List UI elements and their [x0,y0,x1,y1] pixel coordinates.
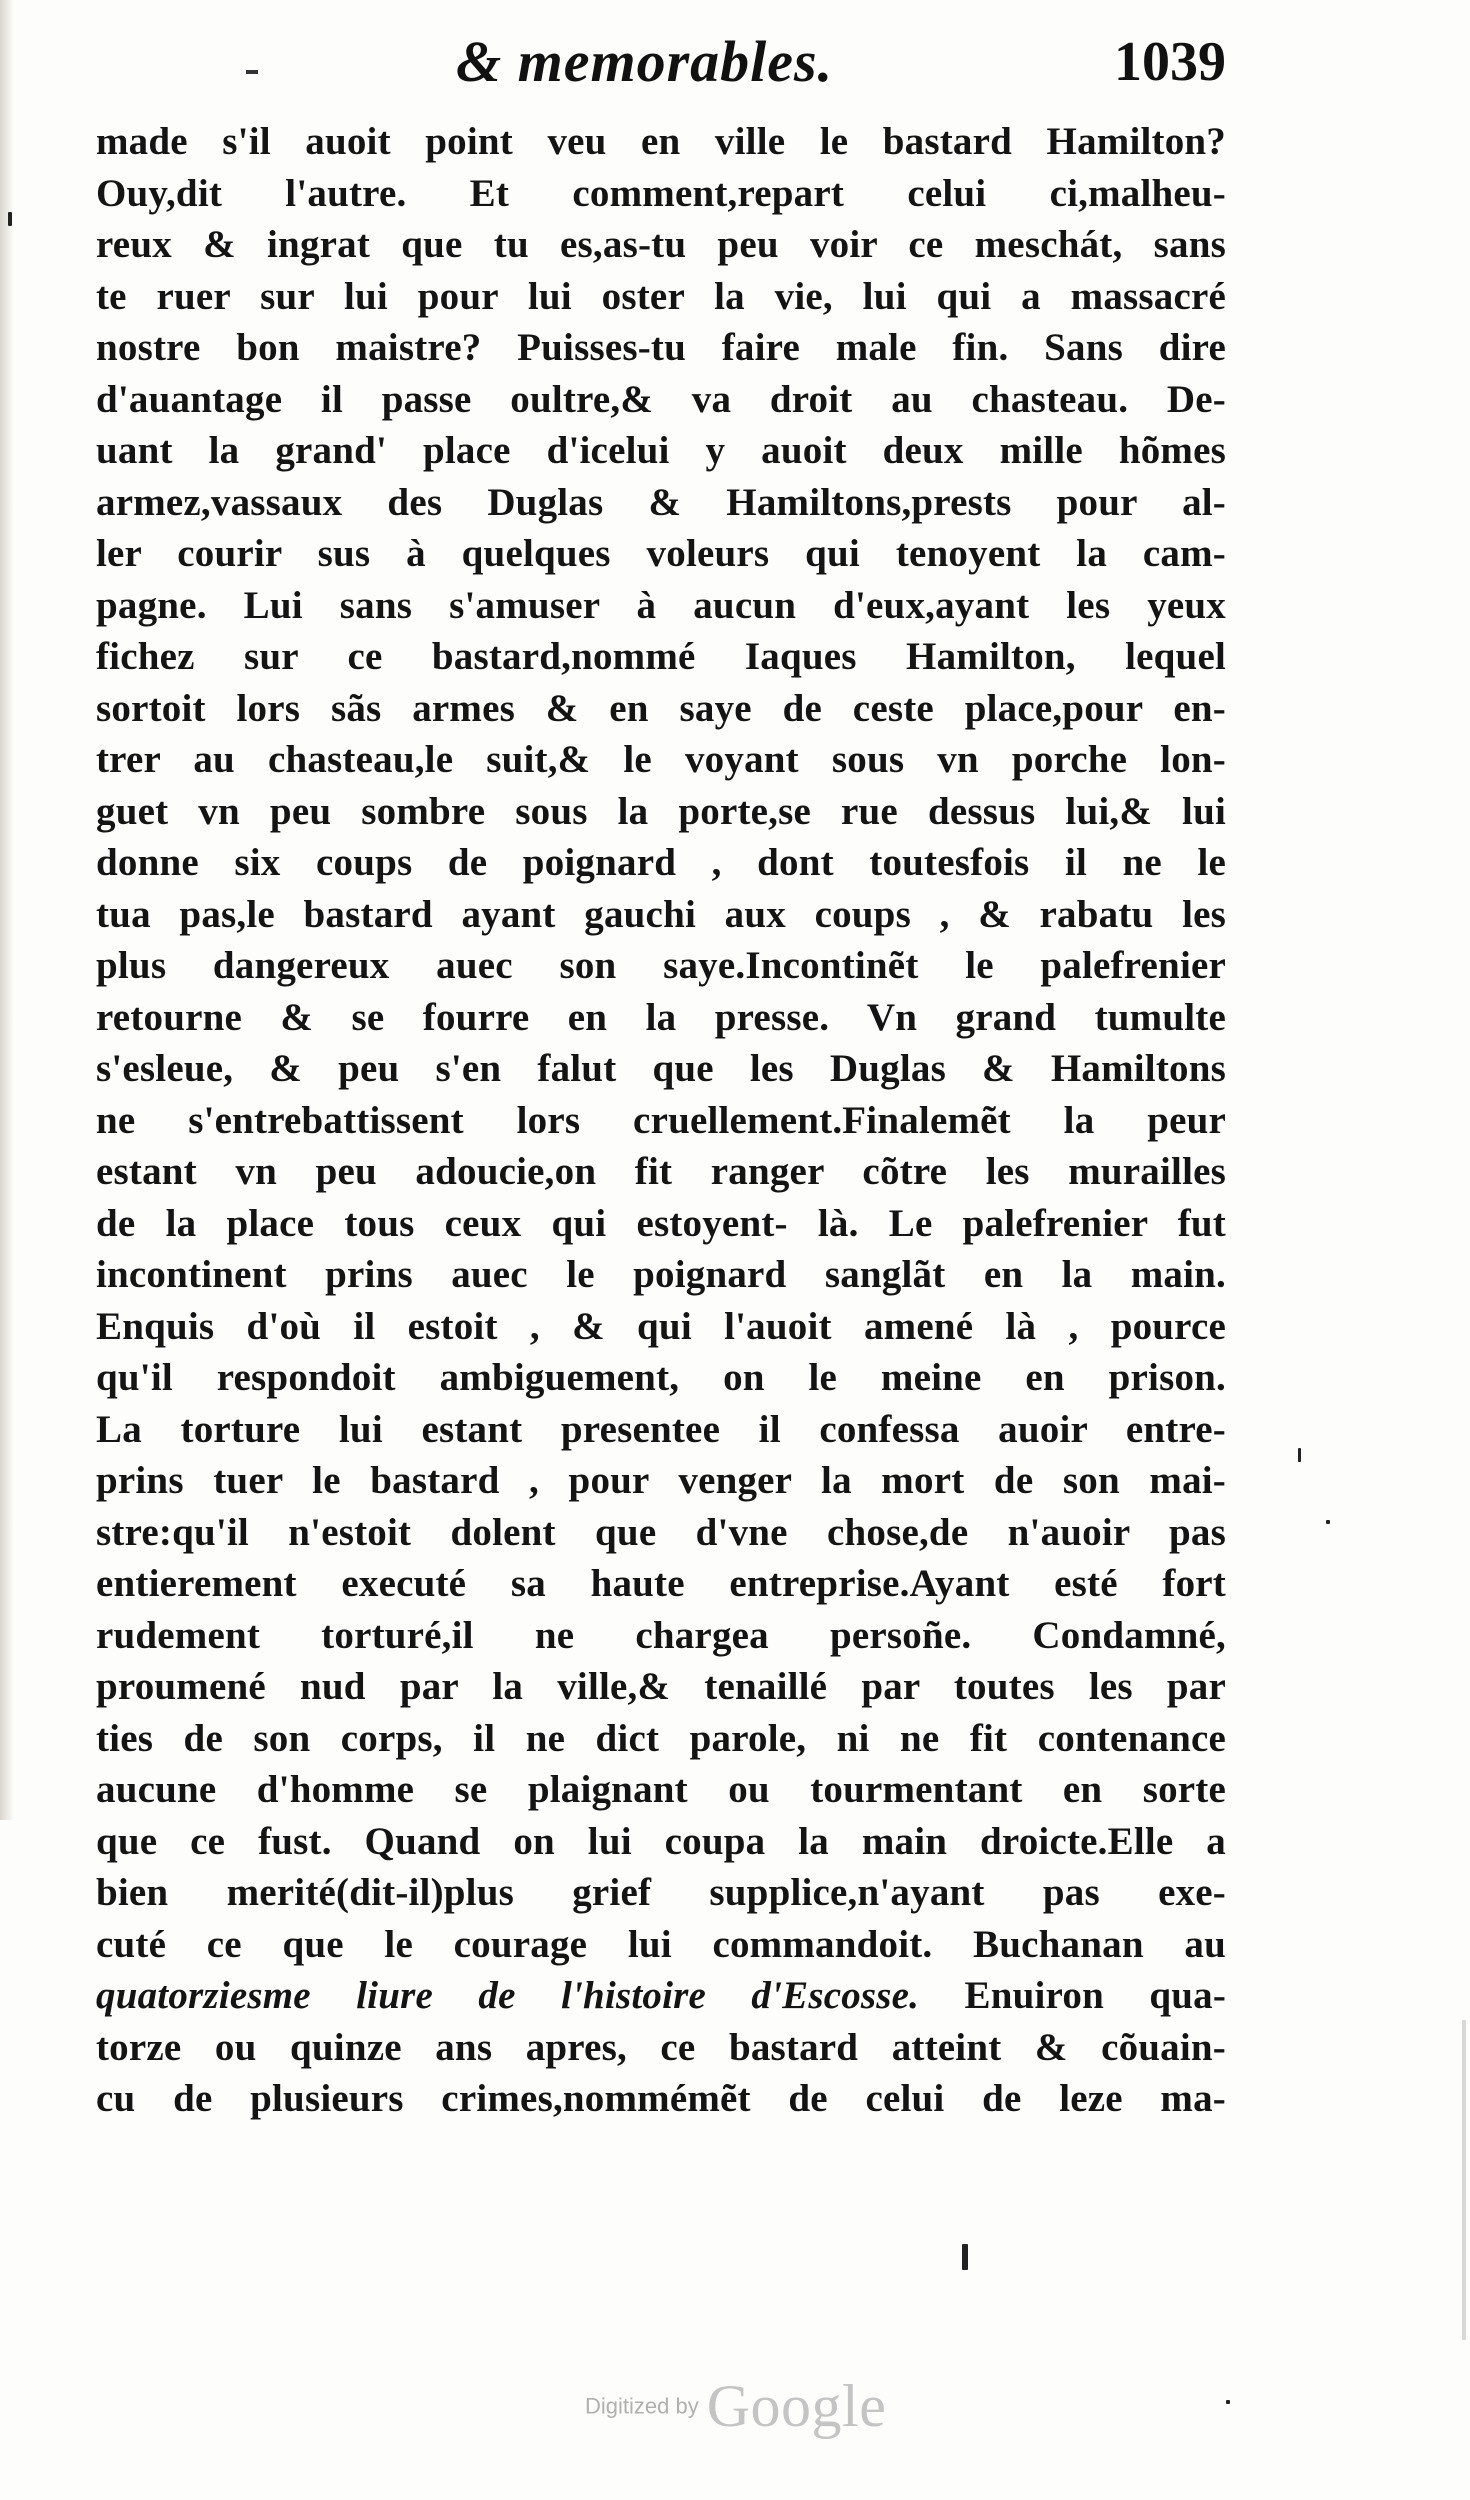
text-line: prins tuer le bastard , pour venger la mort de son mai- [96,1459,1226,1502]
body-text [96,116,1226,2196]
scan-speck [1226,2400,1230,2404]
text-line: Enquis d'où il estoit , & qui l'auoit amené là , pource [96,1304,1226,1348]
text-line: tua pas,le bastard ayant gauchi aux coups , & rabatu les [96,892,1226,936]
text-line: bien merité(dit-il)plus grief supplice,n'ayant pas exe- [96,1871,1226,1914]
text-line: torze ou quinze ans apres, ce bastard atteint & cõuain- [96,2025,1226,2069]
text-line: Ouy,dit l'autre. Et comment,repart celui ci,malheu- [96,171,1226,215]
text-line: retourne & se fourre en la presse. Vn grand tumulte [96,995,1226,1039]
scan-speck [962,2244,968,2270]
running-head: & memorables. [456,29,834,94]
text-line: ler courir sus à quelques voleurs qui tenoyent la cam- [96,532,1226,575]
page-header [96,28,1226,108]
text-line: d'auantage il passe oultre,& va droit au chasteau. De- [96,377,1226,421]
text-line: La torture lui estant presentee il confessa auoir entre- [96,1407,1226,1451]
digitized-by-label: Digitized by [585,2393,699,2419]
text-line: reux & ingrat que tu es,as-tu peu voir ce meschát, sans [96,223,1226,266]
text-line: ne s'entrebattissent lors cruellement.Finalemẽt la peur [96,1098,1226,1142]
text-line: aucune d'homme se plaignant ou tourmentant en sorte [96,1768,1226,1811]
scan-speck [1326,1520,1330,1524]
text-line: de la place tous ceux qui estoyent- là. Le palefrenier fut [96,1201,1226,1245]
page-number: 1039 [1114,31,1226,93]
text-line: rudement torturé,il ne chargea persoñe. Condamné, [96,1613,1226,1657]
scan-speck [1298,1448,1301,1462]
text-line-citation [96,1970,1226,2022]
digitized-by-google-watermark [585,2372,945,2442]
text-line: uant la grand' place d'icelui y auoit deux mille hõmes [96,429,1226,472]
text-line: trer au chasteau,le suit,& le voyant sous vn porche lon- [96,738,1226,781]
text-line: estant vn peu adoucie,on fit ranger cõtre les murailles [96,1150,1226,1193]
citation-italic: quatorziesme liure de l'histoire d'Escosse. [96,1974,920,2017]
text-line: te ruer sur lui pour lui oster la vie, lui qui a massacré [96,274,1226,318]
text-line: made s'il auoit point veu en ville le bastard Hamilton? [96,120,1226,163]
text-line: incontinent prins auec le poignard sanglãt en la main. [96,1253,1226,1296]
text-line: ties de son corps, il ne dict parole, ni ne fit contenance [96,1716,1226,1760]
text-line: cu de plusieurs crimes,nommémẽt de celui de leze ma- [96,2077,1226,2120]
header-dash [246,70,258,74]
text-line: donne six coups de poignard , dont toutesfois il ne le [96,841,1226,884]
text-line: que ce fust. Quand on lui coupa la main droicte.Elle a [96,1819,1226,1863]
text-line: sortoit lors sãs armes & en saye de ceste place,pour en- [96,686,1226,730]
text-line: armez,vassaux des Duglas & Hamiltons,prests pour al- [96,480,1226,524]
text-line: fichez sur ce bastard,nommé Iaques Hamilton, lequel [96,635,1226,678]
scan-speck [8,212,12,226]
text-line: cuté ce que le courage lui commandoit. Buchanan au [96,1922,1226,1966]
text-line: guet vn peu sombre sous la porte,se rue dessus lui,& lui [96,789,1226,833]
text-line: pagne. Lui sans s'amuser à aucun d'eux,ayant les yeux [96,583,1226,627]
google-logo: Google [706,2373,887,2439]
text-line: s'esleue, & peu s'en falut que les Duglas & Hamiltons [96,1047,1226,1090]
text-line: stre:qu'il n'estoit dolent que d'vne chose,de n'auoir pas [96,1510,1226,1554]
text-line: nostre bon maistre? Puisses-tu faire male fin. Sans dire [96,326,1226,369]
text-line: plus dangereux auec son saye.Incontinẽt le palefrenier [96,944,1226,987]
scan-left-edge [0,0,14,1820]
citation-tail: Enuiron qua- [964,1974,1226,2017]
text-line: qu'il respondoit ambiguement, on le meine en prison. [96,1356,1226,1399]
scan-speck [1462,2020,1466,2340]
text-line: proumené nud par la ville,& tenaillé par toutes les par [96,1665,1226,1708]
text-line: entierement executé sa haute entreprise.Ayant esté fort [96,1562,1226,1605]
